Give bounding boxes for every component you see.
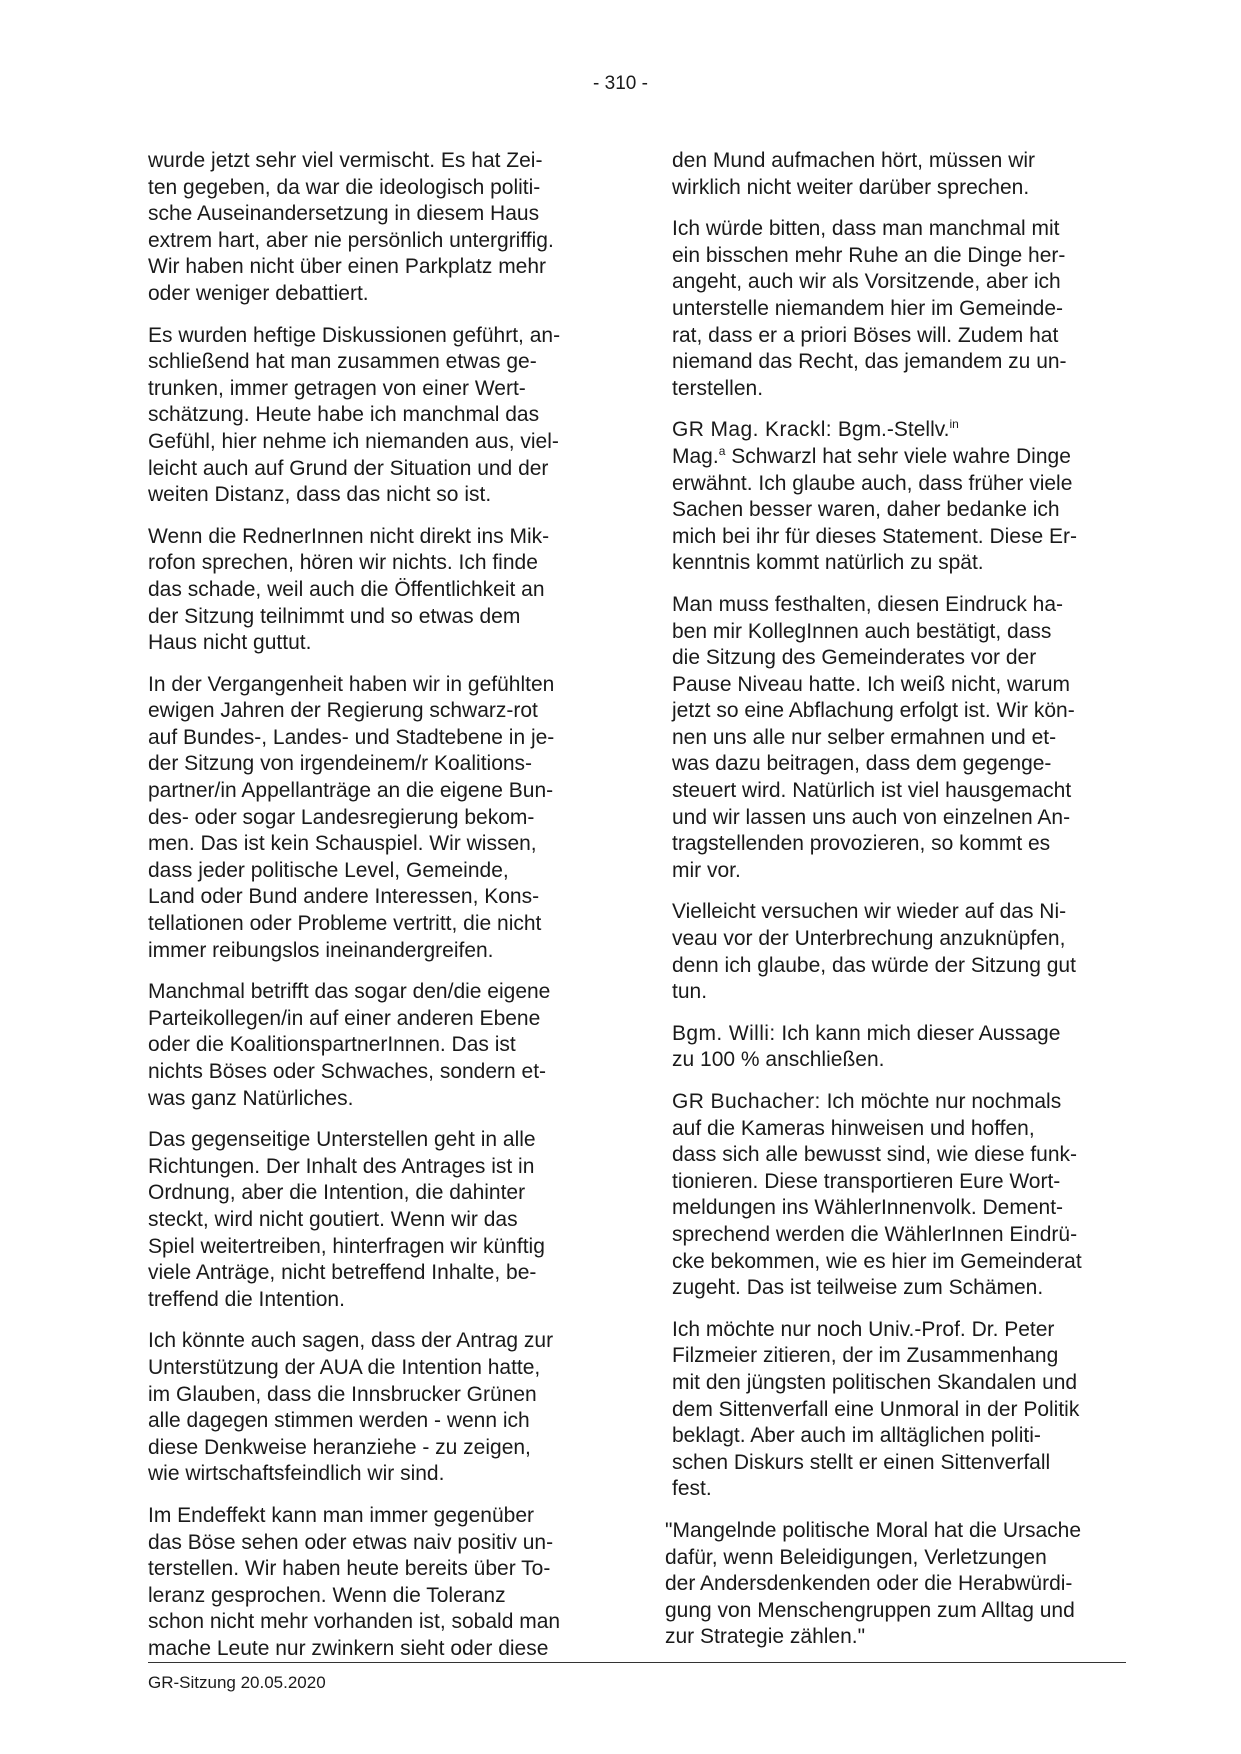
paragraph [672, 216, 1132, 402]
text-line: Man muss festhalten, diesen Eindruck ha- [672, 592, 1064, 616]
text-line: ein bisschen mehr Ruhe an die Dinge her- [672, 243, 1066, 267]
paragraph [672, 592, 1132, 885]
text-line: auf die Kameras hinweisen und hoffen, [672, 1116, 1035, 1140]
paragraph [148, 1503, 608, 1663]
text-line: die Sitzung des Gemeinderates vor der [672, 646, 1037, 670]
quote-paragraph [665, 1518, 1132, 1651]
text-line: zu 100 % anschließen. [672, 1048, 885, 1072]
paragraph [148, 672, 608, 965]
text-line: Ich möchte nur noch Univ.-Prof. Dr. Peter [672, 1317, 1055, 1341]
paragraph [672, 1317, 1132, 1503]
text-line: steckt, wird nicht goutiert. Wenn wir das [148, 1207, 518, 1231]
text-line: tionieren. Diese transportieren Eure Wort- [672, 1169, 1061, 1193]
text-line: wurde jetzt sehr viel vermischt. Es hat Zei- [148, 149, 543, 172]
text-line: das Böse sehen oder etwas naiv positiv un- [148, 1530, 554, 1554]
text-line: zugeht. Das ist teilweise zum Schämen. [672, 1276, 1044, 1300]
text-line: fest. [672, 1477, 712, 1501]
text-line: rat, dass er a priori Böses will. Zudem hat [672, 323, 1059, 347]
text-line: Gefühl, hier nehme ich niemanden aus, viel- [148, 429, 559, 453]
speaker-name: GR Buchacher: [672, 1090, 821, 1113]
text-line: auf Bundes-, Landes- und Stadtebene in je- [148, 725, 555, 749]
text-line: cke bekommen, wie es hier im Gemeinderat [672, 1249, 1082, 1273]
text-line: Richtungen. Der Inhalt des Antrages ist in [148, 1154, 535, 1178]
text-line: terstellen. [672, 376, 764, 400]
text-line: In der Vergangenheit haben wir in gefühlten [148, 672, 555, 696]
text-segment: Ich kann mich dieser Aussage [775, 1021, 1061, 1045]
text-line: kenntnis kommt natürlich zu spät. [672, 551, 984, 575]
text-line: nichts Böses oder Schwaches, sondern et- [148, 1060, 547, 1083]
paragraph [148, 1328, 608, 1488]
text-line: Das gegenseitige Unterstellen geht in alle [148, 1128, 536, 1152]
text-line: jetzt so eine Abflachung erfolgt ist. Wir kön- [672, 699, 1075, 723]
paragraph [148, 1127, 608, 1313]
left-column [148, 148, 608, 1677]
text-line: Ich würde bitten, dass man manchmal mit [672, 217, 1060, 241]
text-line: dafür, wenn Beleidigungen, Verletzungen [665, 1545, 1047, 1569]
superscript: in [949, 417, 959, 432]
text-line: tragstellenden provozieren, so kommt es [672, 832, 1051, 856]
text-line: alle dagegen stimmen werden - wenn ich [148, 1409, 530, 1433]
text-line: ten gegeben, da war die ideologisch politi- [148, 175, 541, 199]
text-segment: Mag. [672, 444, 719, 468]
footer-divider [148, 1662, 1126, 1663]
text-line: diese Denkweise heranziehe - zu zeigen, [148, 1435, 531, 1459]
text-line: weiten Distanz, dass das nicht so ist. [148, 483, 492, 507]
text-line: und wir lassen uns auch von einzelnen An- [672, 805, 1071, 829]
text-line: des- oder sogar Landesregierung bekom- [148, 805, 535, 829]
text-line: immer reibungslos ineinandergreifen. [148, 938, 494, 962]
text-line: angeht, auch wir als Vorsitzende, aber ich [672, 270, 1061, 294]
text-line: beklagt. Aber auch im alltäglichen politi- [672, 1424, 1041, 1448]
text-line: Wenn die RednerInnen nicht direkt ins Mik- [148, 524, 550, 548]
text-line: wirklich nicht weiter darüber sprechen. [672, 175, 1030, 199]
text-line: mir vor. [672, 858, 741, 882]
text-segment: Schwarzl hat sehr viele wahre Dinge [725, 444, 1071, 468]
right-column [665, 148, 1132, 1666]
text-line: dass jeder politische Level, Gemeinde, [148, 858, 509, 882]
speaker-paragraph [672, 1021, 1132, 1074]
text-line: Ordnung, aber die Intention, die dahinter [148, 1181, 526, 1205]
text-line: niemand das Recht, das jemandem zu un- [672, 350, 1067, 374]
paragraph [148, 148, 608, 308]
text-line [672, 417, 1132, 444]
text-line: sprechend werden die WählerInnen Eindrü- [672, 1222, 1078, 1246]
text-line: men. Das ist kein Schauspiel. Wir wissen, [148, 832, 537, 856]
text-line: mit den jüngsten politischen Skandalen und [672, 1370, 1078, 1394]
text-line: schon nicht mehr vorhanden ist, sobald man [148, 1610, 561, 1634]
text-line: trunken, immer getragen von einer Wert- [148, 376, 526, 400]
text-line: im Glauben, dass die Innsbrucker Grünen [148, 1382, 537, 1406]
text-line: gung von Menschengruppen zum Alltag und [665, 1598, 1075, 1622]
text-line: schätzung. Heute habe ich manchmal das [148, 403, 540, 427]
text-line: oder weniger debattiert. [148, 281, 369, 305]
paragraph [672, 148, 1132, 201]
text-line: nen uns alle nur selber ermahnen und et- [672, 725, 1057, 749]
speaker-name: Bgm. Willi: [672, 1021, 776, 1045]
text-line: Sachen besser waren, daher bedanke ich [672, 498, 1060, 522]
text-line: extrem hart, aber nie persönlich untergriffig. [148, 228, 554, 252]
text-line: tellationen oder Probleme vertritt, die nicht [148, 912, 542, 936]
text-line: Spiel weitertreiben, hinterfragen wir künftig [148, 1234, 545, 1258]
text-line: "Mangelnde politische Moral hat die Ursache [665, 1518, 1082, 1542]
text-line: denn ich glaube, das würde der Sitzung gut [672, 953, 1076, 977]
text-line: Es wurden heftige Diskussionen geführt, an- [148, 323, 561, 347]
paragraph [672, 899, 1132, 1005]
paragraph [148, 524, 608, 657]
text-line: der Andersdenkenden oder die Herabwürdi- [665, 1572, 1073, 1596]
text-line: den Mund aufmachen hört, müssen wir [672, 149, 1036, 172]
text-line: veau vor der Unterbrechung anzuknüpfen, [672, 927, 1066, 951]
text-line: Parteikollegen/in auf einer anderen Ebene [148, 1006, 541, 1030]
text-line: terstellen. Wir haben heute bereits über To- [148, 1557, 551, 1581]
page-number: - 310 - [593, 73, 648, 94]
text-line: zur Strategie zählen." [665, 1625, 866, 1649]
text-line: Im Endeffekt kann man immer gegenüber [148, 1503, 534, 1527]
text-line: Filzmeier zitieren, der im Zusammenhang [672, 1344, 1059, 1368]
text-line: Land oder Bund andere Interessen, Kons- [148, 885, 540, 909]
text-line: der Sitzung von irgendeinem/r Koalitions- [148, 752, 533, 776]
text-segment: Ich möchte nur nochmals [820, 1090, 1062, 1113]
text-line: der Sitzung teilnimmt und so etwas dem [148, 604, 521, 628]
text-line: oder die KoalitionspartnerInnen. Das ist [148, 1033, 516, 1057]
text-line: das schade, weil auch die Öffentlichkeit an [148, 577, 545, 601]
text-line: was dazu beitragen, dass dem gegenge- [672, 752, 1052, 776]
text-line: Unterstützung der AUA die Intention hatte, [148, 1355, 541, 1379]
text-line: ewigen Jahren der Regierung schwarz-rot [148, 699, 538, 723]
text-line: ben mir KollegInnen auch bestätigt, dass [672, 619, 1052, 643]
text-line [672, 444, 1132, 471]
text-line: schen Diskurs stellt er einen Sittenverfall [672, 1450, 1051, 1474]
text-line: treffend die Intention. [148, 1287, 345, 1311]
speaker-name: GR Mag. Krackl: [672, 418, 833, 442]
paragraph [148, 979, 608, 1112]
text-line [672, 1021, 1132, 1048]
text-line: rofon sprechen, hören wir nichts. Ich finde [148, 551, 538, 575]
text-line: unterstelle niemandem hier im Gemeinde- [672, 296, 1064, 320]
text-line: erwähnt. Ich glaube auch, dass früher viele [672, 471, 1073, 495]
text-line: Ich könnte auch sagen, dass der Antrag zur [148, 1329, 554, 1353]
text-line: Vielleicht versuchen wir wieder auf das Ni- [672, 900, 1067, 924]
text-line [672, 1089, 1132, 1116]
text-segment: Bgm.-Stellv. [832, 418, 950, 442]
text-line: mich bei ihr für dieses Statement. Diese Er- [672, 524, 1077, 548]
text-line: wie wirtschaftsfeindlich wir sind. [148, 1462, 445, 1486]
text-line: viele Anträge, nicht betreffend Inhalte, be- [148, 1261, 537, 1285]
text-line: Wir haben nicht über einen Parkplatz mehr [148, 255, 547, 279]
paragraph [148, 323, 608, 509]
text-line: mache Leute nur zwinkern sieht oder diese [148, 1636, 549, 1660]
superscript: a [718, 443, 726, 458]
text-line: dem Sittenverfall eine Unmoral in der Politik [672, 1397, 1080, 1421]
text-line: sche Auseinandersetzung in diesem Haus [148, 202, 540, 226]
speaker-paragraph [672, 417, 1132, 577]
text-line: was ganz Natürliches. [148, 1086, 354, 1110]
footer-text: GR-Sitzung 20.05.2020 [148, 1673, 326, 1692]
text-line: leicht auch auf Grund der Situation und der [148, 456, 549, 480]
text-line: dass sich alle bewusst sind, wie diese funk- [672, 1143, 1078, 1167]
speaker-paragraph [672, 1089, 1132, 1302]
text-line: steuert wird. Natürlich ist viel hausgemacht [672, 779, 1072, 803]
text-line: meldungen ins WählerInnenvolk. Dement- [672, 1196, 1064, 1220]
text-line: partner/in Appellanträge an die eigene Bun- [148, 779, 554, 803]
text-line: leranz gesprochen. Wenn die Toleranz [148, 1583, 506, 1607]
text-line: schließend hat man zusammen etwas ge- [148, 350, 537, 374]
text-line: Manchmal betrifft das sogar den/die eigene [148, 980, 551, 1004]
text-line: Haus nicht guttut. [148, 631, 312, 655]
text-line: Pause Niveau hatte. Ich weiß nicht, warum [672, 672, 1071, 696]
text-line: tun. [672, 980, 708, 1004]
